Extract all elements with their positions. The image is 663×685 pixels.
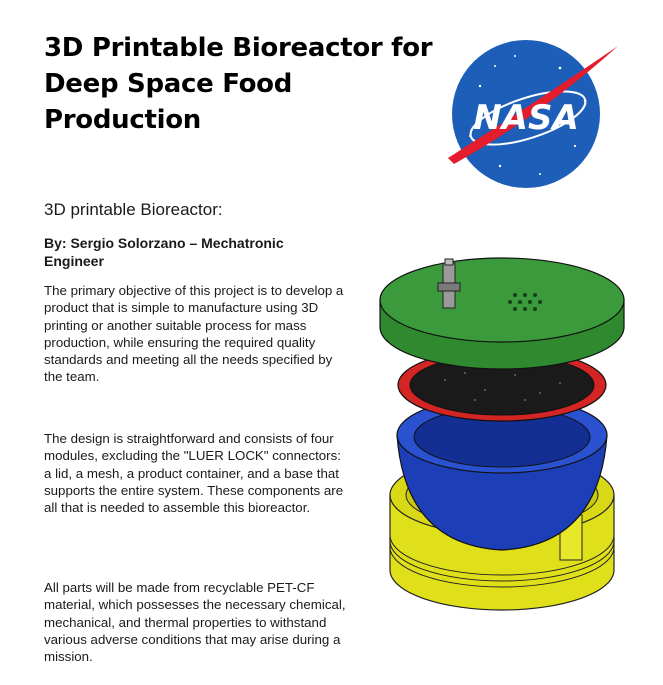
- nasa-logo-icon: [440, 26, 620, 196]
- page-title: 3D Printable Bioreactor for Deep Space Food Production: [44, 33, 433, 135]
- paragraph-objective: The primary objective of this project is to develop a product that is simple to manufacture using 3D printing or another suitable process for mass production, while ensuring the required quality standards and meeting all the needs specified by the team.: [44, 283, 344, 385]
- subtitle: 3D printable Bioreactor:: [44, 200, 223, 219]
- lid-part: [380, 258, 624, 369]
- logo-text: NASA: [473, 98, 579, 138]
- bioreactor-exploded-view-icon: [375, 245, 630, 615]
- paragraph-design: The design is straightforward and consists of four modules, excluding the "LUER LOCK" connectors: a lid, a mesh, a product container, and a base that supports the entire system. These components are all that is needed to assemble this bioreactor.: [44, 431, 344, 516]
- author-byline: By: Sergio Solorzano – Mechatronic Engineer: [44, 235, 284, 269]
- paragraph-materials: All parts will be made from recyclable PET-CF material, which possesses the necessary chemical, mechanical, and thermal properties to withstand various adverse conditions that may arise during a mission.: [44, 580, 346, 665]
